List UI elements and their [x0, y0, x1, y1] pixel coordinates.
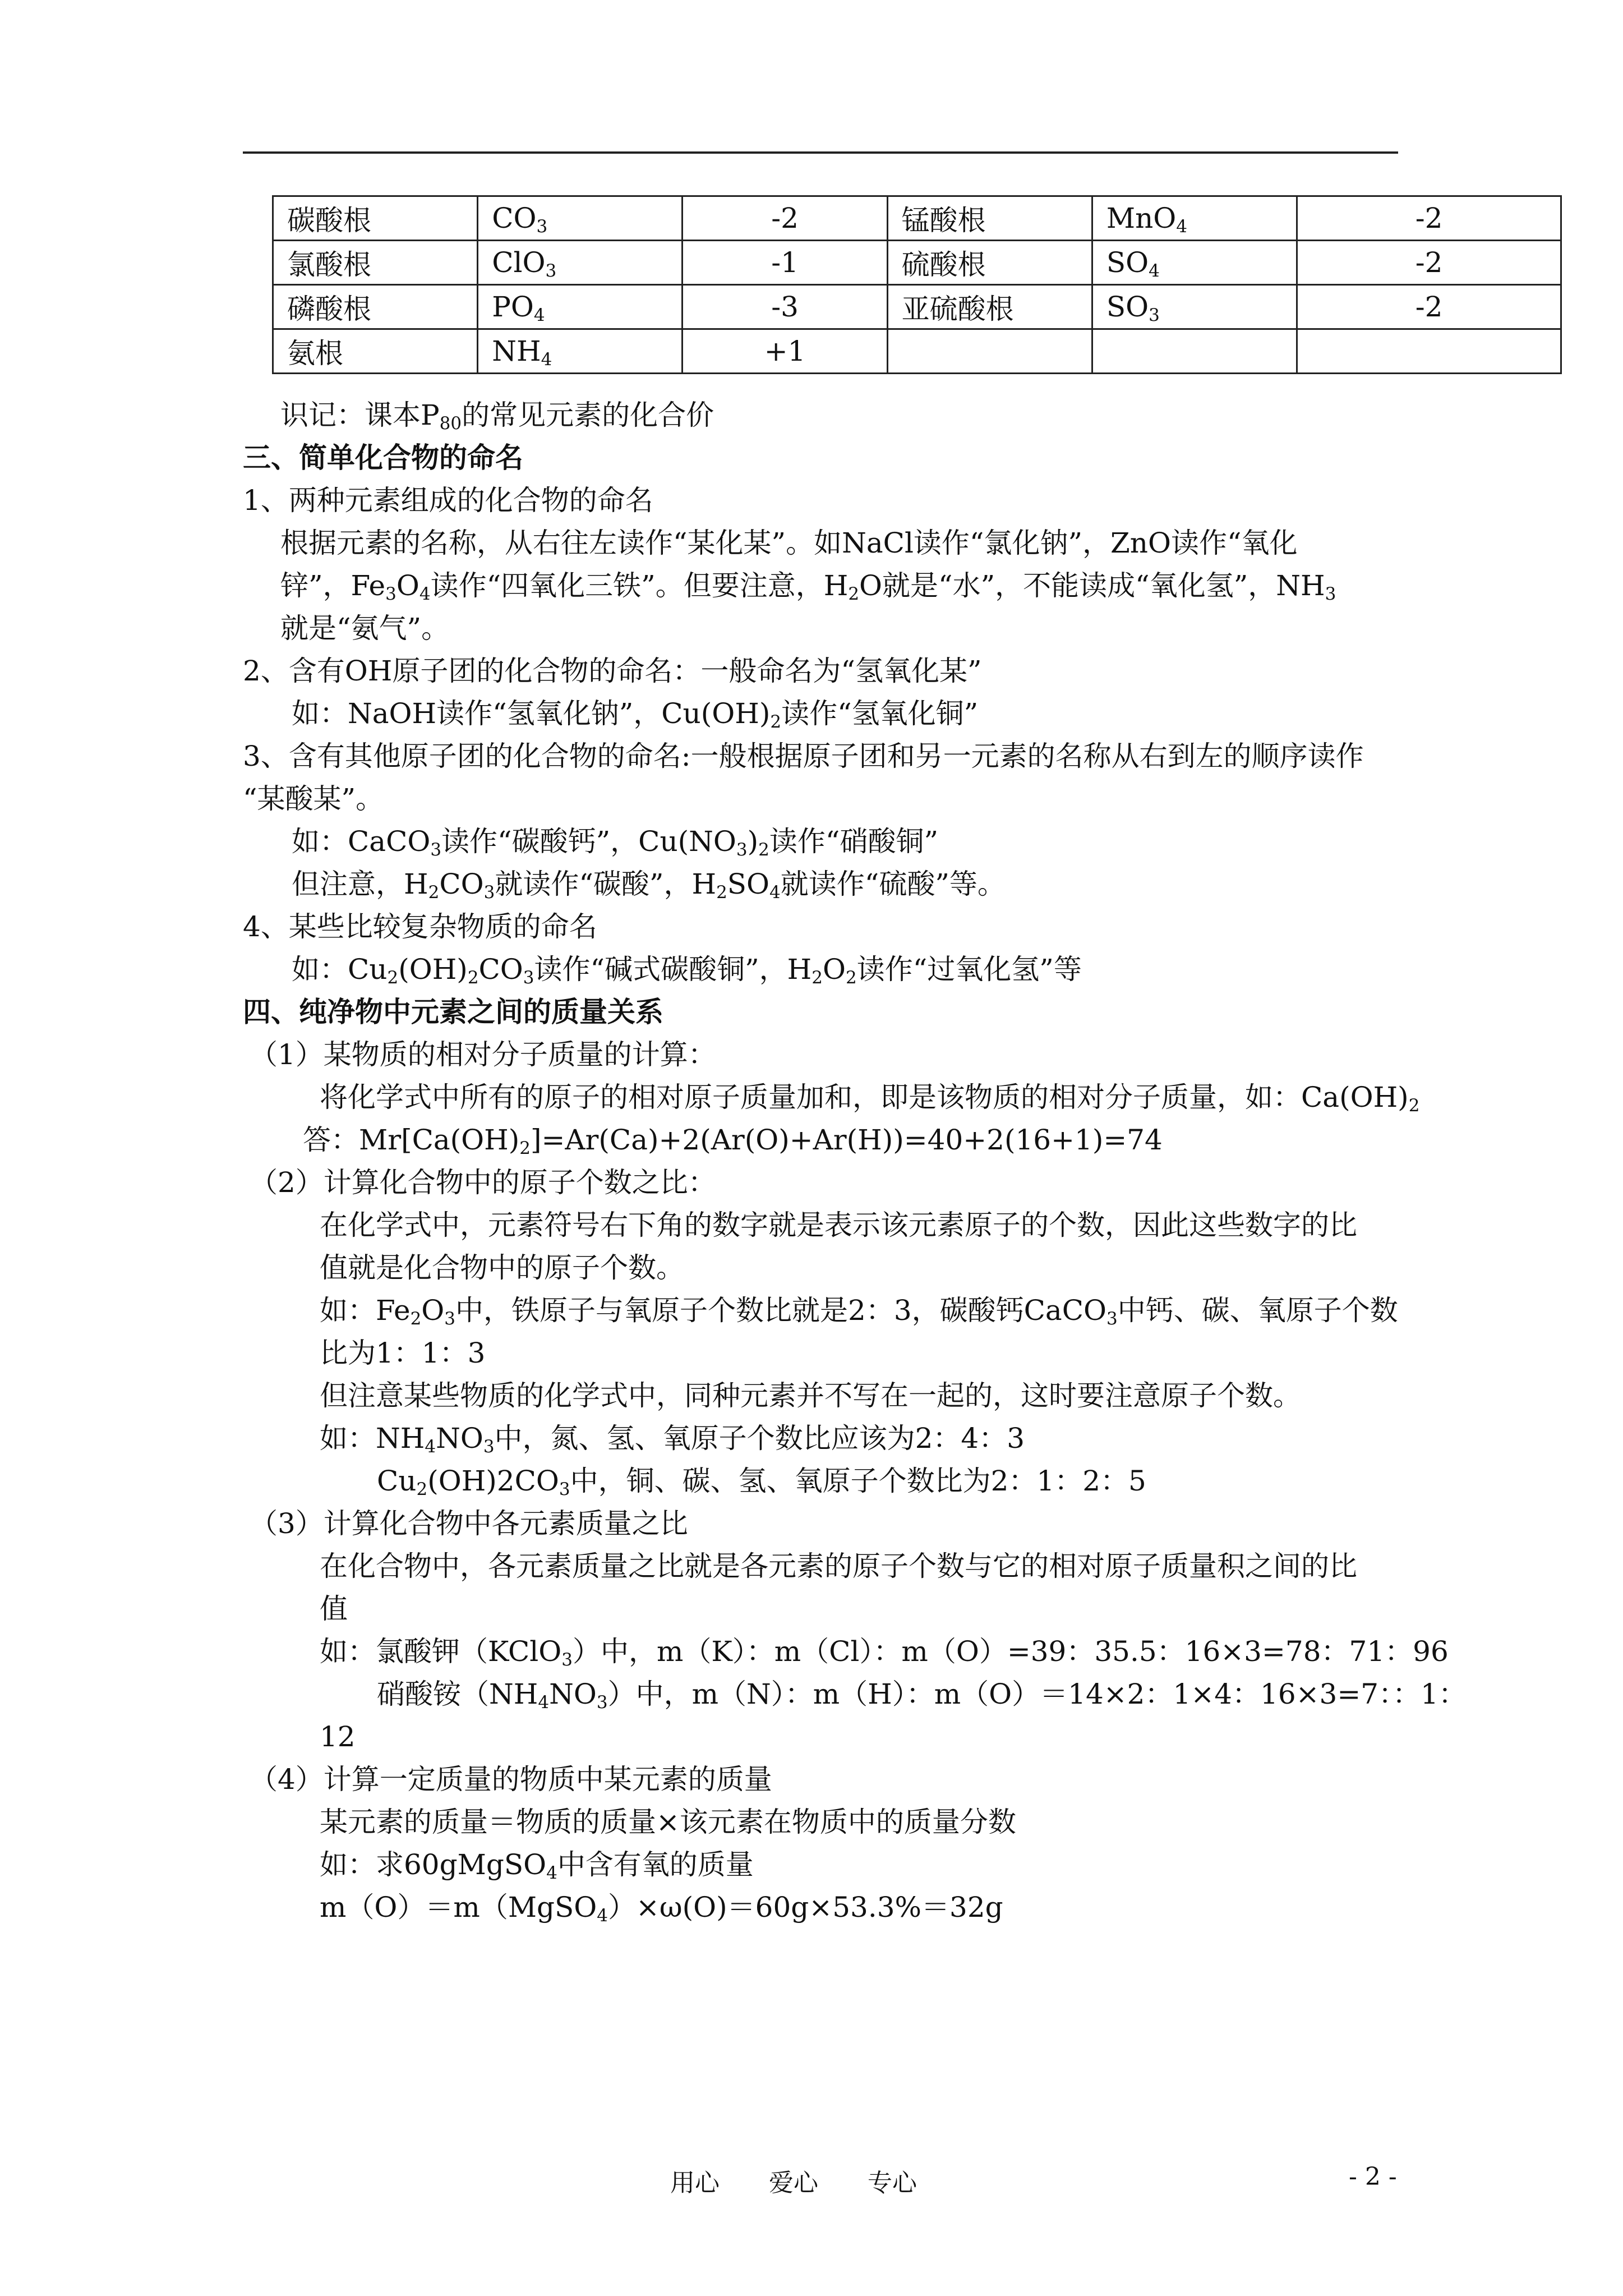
valence-cell: +1 — [683, 329, 887, 374]
valence-cell — [1297, 329, 1561, 374]
table-row — [273, 196, 1561, 241]
table-row — [273, 285, 1561, 329]
radical-name-cell: 磷酸根 — [273, 285, 478, 329]
example-line: 硝酸铵$(NH_4NO_3)$中，m（N）：m（H）：m（O）＝14×2：1×4：16×3=7：：1： — [377, 1678, 1467, 1713]
radical-name-cell: 硫酸根 — [887, 241, 1092, 285]
paragraph-line: 比为1：1：3 — [320, 1337, 486, 1369]
subheading: （2）计算化合物中的原子个数之比： — [250, 1166, 716, 1199]
formula-line: m（O）＝m（MgSO$_4$）×ω(O)＝60g×53.3%＝32g — [320, 1891, 1003, 1926]
subheading: （1）某物质的相对分子质量的计算： — [250, 1038, 716, 1071]
example-line: 如：$Fe_2O_3$中，铁原子与氧原子个数比就是2：3，碳酸钙CaCO$_3$中钙、碳、氧原子个数 — [320, 1294, 1398, 1329]
valence-cell: -3 — [683, 285, 887, 329]
radical-name-cell: 亚硫酸根 — [887, 285, 1092, 329]
example-line: 但注意，$H_2CO_3$就读作“碳酸”，$H_2SO_4$就读作“硫酸”等。 — [292, 868, 1006, 903]
page-number: - 2 - — [1349, 2162, 1397, 2191]
radical-formula-cell: $SO_3$ — [1092, 285, 1297, 329]
paragraph-line: 锌”，$Fe_3O_4$读作“四氧化三铁”。但要注意，$H_2O$就是“水”，不能读成“氧化氢”，$NH_3$ — [280, 569, 1336, 604]
answer-line: 答：$Mr[Ca(OH)_2]=Ar(Ca)+2(Ar(O)+Ar(H))=40+2(16+1)=74$ — [303, 1124, 1163, 1158]
radical-formula-cell: $PO_4$ — [478, 285, 683, 329]
paragraph-line: 值 — [320, 1593, 348, 1625]
radical-name-cell: 锰酸根 — [887, 196, 1092, 241]
valence-table — [272, 195, 1562, 374]
radical-name-cell — [887, 329, 1092, 374]
valence-cell: -2 — [1297, 196, 1561, 241]
example-line: 如：NaOH读作“氢氧化钠”，$Cu(OH)_2$读作“氢氧化铜” — [292, 697, 979, 732]
radical-formula-cell: $NH_4$ — [478, 329, 683, 374]
subheading: 4、某些比较复杂物质的命名 — [243, 910, 597, 943]
radical-formula-cell: ClO$_3$ — [478, 241, 683, 285]
valence-cell: -2 — [1297, 241, 1561, 285]
radical-formula-cell: MnO$_4$ — [1092, 196, 1297, 241]
valence-cell: -2 — [1297, 285, 1561, 329]
subheading: 2、含有OH原子团的化合物的命名：一般命名为“氢氧化某” — [243, 655, 982, 687]
example-line: 如：$Cu_2(OH)_2CO_3$读作“碱式碳酸铜”，$H_2O_2$读作“过氧化氢”等 — [292, 953, 1082, 988]
radical-name-cell: 氯酸根 — [273, 241, 478, 285]
footer-motto: 用心 爱心 专心 — [670, 2169, 917, 2197]
radical-name-cell: 氨根 — [273, 329, 478, 374]
valence-cell: -2 — [683, 196, 887, 241]
subheading: 3、含有其他原子团的化合物的命名:一般根据原子团和另一元素的名称从右到左的顺序读作 — [243, 740, 1364, 772]
example-line: 如：氯酸钾（KClO$_3$）中，m（K）：m（Cl）：m（O）=39：35.5：16×3=78：71：96 — [320, 1635, 1449, 1670]
radical-formula-cell: $CO_3$ — [478, 196, 683, 241]
subheading: （4）计算一定质量的物质中某元素的质量 — [250, 1763, 772, 1796]
paragraph-line: 根据元素的名称，从右往左读作“某化某”。如NaCl读作“氯化钠”，ZnO读作“氧化 — [280, 527, 1298, 559]
example-line: 如：CaCO$_3$读作“碳酸钙”，$Cu(NO_3)_2$读作“硝酸铜” — [292, 825, 939, 860]
paragraph-line: “某酸某”。 — [243, 783, 384, 815]
paragraph-line: 在化学式中，元素符号右下角的数字就是表示该元素原子的个数，因此这些数字的比 — [320, 1209, 1357, 1241]
subheading: （3）计算化合物中各元素质量之比 — [250, 1507, 688, 1540]
radical-name-cell: 碳酸根 — [273, 196, 478, 241]
example-line: $Cu_2(OH)2CO_3$中，铜、碳、氢、氧原子个数比为2：1：2：5 — [377, 1465, 1146, 1499]
section-heading-3: 三、简单化合物的命名 — [243, 441, 523, 474]
radical-formula-cell: $SO_4$ — [1092, 241, 1297, 285]
radical-formula-cell — [1092, 329, 1297, 374]
paragraph-line: 值就是化合物中的原子个数。 — [320, 1251, 684, 1284]
example-line: 如：$NH_4NO_3$中，氮、氢、氧原子个数比应该为2：4：3 — [320, 1422, 1025, 1457]
example-line: 12 — [320, 1720, 356, 1753]
paragraph-line: 但注意某些物质的化学式中，同种元素并不写在一起的，这时要注意原子个数。 — [320, 1379, 1301, 1412]
section-heading-4: 四、纯净物中元素之间的质量关系 — [243, 995, 663, 1028]
note-line: 识记：课本$P_{80}$的常见元素的化合价 — [280, 399, 714, 434]
header-rule — [243, 151, 1398, 154]
paragraph-line: 在化合物中，各元素质量之比就是各元素的原子个数与它的相对原子质量积之间的比 — [320, 1550, 1357, 1582]
table-row — [273, 329, 1561, 374]
paragraph-line: 就是“氨气”。 — [280, 612, 450, 645]
example-line: 如：求60gMgSO$_4$中含有氧的质量 — [320, 1848, 754, 1883]
paragraph-line: 某元素的质量＝物质的质量×该元素在物质中的质量分数 — [320, 1806, 1016, 1838]
table-row — [273, 241, 1561, 285]
paragraph-line: 将化学式中所有的原子的相对原子质量加和，即是该物质的相对分子质量，如：$Ca(OH)_2$ — [320, 1081, 1420, 1116]
subheading: 1、两种元素组成的化合物的命名 — [243, 484, 653, 517]
valence-cell: -1 — [683, 241, 887, 285]
